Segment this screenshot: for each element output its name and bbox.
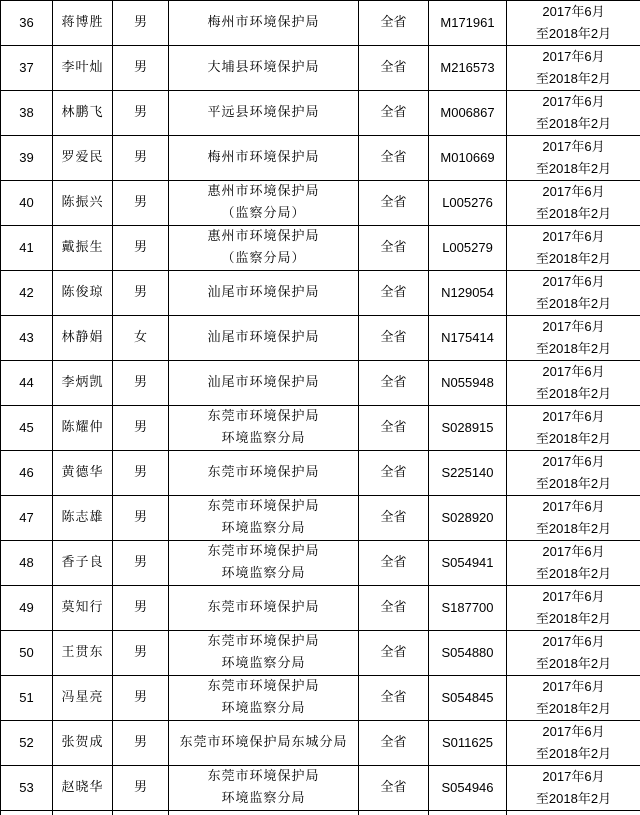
gender-cell: 男 [113,361,169,406]
table-row [1,181,640,226]
validity-period-line: 2017年6月 [509,766,638,788]
certificate-number-cell: S225140 [429,451,507,496]
validity-period-line: 至2018年2月 [509,203,638,225]
validity-period-line: 至2018年2月 [509,293,638,315]
validity-period-line: 2017年6月 [509,631,638,653]
organization-cell [169,406,359,451]
organization-cell [169,766,359,811]
certificate-number-cell: M010669 [429,136,507,181]
validity-period-cell [507,46,640,91]
row-number-cell: 52 [1,721,53,766]
validity-period-cell [507,181,640,226]
gender-cell: 男 [113,541,169,586]
organization-cell [169,181,359,226]
row-number-cell: 36 [1,1,53,46]
organization-cell [169,451,359,496]
organization-line: 梅州市环境保护局 [171,12,356,34]
scope-cell: 全省 [359,541,429,586]
scope-cell: 全省 [359,271,429,316]
row-number-cell: 42 [1,271,53,316]
validity-period-cell [507,316,640,361]
person-name-cell: 李叶灿 [53,46,113,91]
table-cell-partial [169,811,359,815]
validity-period-line: 至2018年2月 [509,248,638,270]
organization-cell [169,541,359,586]
gender-cell: 男 [113,226,169,271]
gender-cell: 男 [113,271,169,316]
gender-cell: 男 [113,1,169,46]
validity-period-line: 至2018年2月 [509,428,638,450]
certificate-number-cell: N055948 [429,361,507,406]
organization-line: 东莞市环境保护局 [171,462,356,484]
certificate-number-cell: S054845 [429,676,507,721]
validity-period-line: 2017年6月 [509,136,638,158]
organization-line: 东莞市环境保护局 [171,631,356,653]
scope-cell: 全省 [359,226,429,271]
table-row [1,766,640,811]
validity-period-line: 2017年6月 [509,271,638,293]
validity-period-cell [507,136,640,181]
validity-period-line: 2017年6月 [509,406,638,428]
scope-cell: 全省 [359,766,429,811]
validity-period-line: 至2018年2月 [509,563,638,585]
validity-period-line: 2017年6月 [509,541,638,563]
validity-period-line: 2017年6月 [509,586,638,608]
certificate-number-cell: M006867 [429,91,507,136]
table-cell-partial [429,811,507,815]
validity-period-line: 至2018年2月 [509,473,638,495]
certificate-number-cell: S054941 [429,541,507,586]
organization-line: 东莞市环境保护局 [171,541,356,563]
organization-line: 环境监察分局 [171,788,356,810]
row-number-cell: 53 [1,766,53,811]
validity-period-line: 至2018年2月 [509,788,638,810]
scope-cell: 全省 [359,586,429,631]
validity-period-line: 至2018年2月 [509,113,638,135]
certificate-number-cell: S054946 [429,766,507,811]
table-row [1,316,640,361]
organization-line: 平远县环境保护局 [171,102,356,124]
organization-cell [169,721,359,766]
table-row [1,46,640,91]
row-number-cell: 46 [1,451,53,496]
organization-cell [169,46,359,91]
table-row-partial [1,811,640,815]
validity-period-line: 至2018年2月 [509,68,638,90]
organization-line: 大埔县环境保护局 [171,57,356,79]
organization-line: 东莞市环境保护局 [171,766,356,788]
gender-cell: 男 [113,46,169,91]
organization-line: 惠州市环境保护局 [171,226,356,248]
table-body [1,1,640,815]
validity-period-line: 至2018年2月 [509,653,638,675]
organization-cell [169,136,359,181]
table-cell-partial [1,811,53,815]
validity-period-cell [507,271,640,316]
scope-cell: 全省 [359,406,429,451]
organization-line: 环境监察分局 [171,563,356,585]
scope-cell: 全省 [359,451,429,496]
validity-period-line: 2017年6月 [509,361,638,383]
scope-cell: 全省 [359,496,429,541]
certificate-number-cell: N129054 [429,271,507,316]
row-number-cell: 39 [1,136,53,181]
row-number-cell: 48 [1,541,53,586]
person-name-cell: 罗爱民 [53,136,113,181]
table-row [1,721,640,766]
validity-period-line: 至2018年2月 [509,338,638,360]
validity-period-cell [507,586,640,631]
organization-cell [169,316,359,361]
certificate-number-cell: N175414 [429,316,507,361]
scope-cell: 全省 [359,631,429,676]
validity-period-cell [507,406,640,451]
table-row [1,1,640,46]
person-name-cell: 冯星亮 [53,676,113,721]
scope-cell: 全省 [359,676,429,721]
person-name-cell: 戴振生 [53,226,113,271]
organization-cell [169,676,359,721]
organization-line: 东莞市环境保护局 [171,496,356,518]
organization-cell [169,1,359,46]
person-name-cell: 黄德华 [53,451,113,496]
table-cell-partial [113,811,169,815]
table-row [1,136,640,181]
validity-period-cell [507,631,640,676]
person-name-cell: 林鹏飞 [53,91,113,136]
validity-period-line: 2017年6月 [509,451,638,473]
organization-cell [169,631,359,676]
table-row [1,496,640,541]
gender-cell: 男 [113,631,169,676]
scope-cell: 全省 [359,1,429,46]
gender-cell: 男 [113,406,169,451]
row-number-cell: 45 [1,406,53,451]
person-name-cell: 赵晓华 [53,766,113,811]
person-name-cell: 香子良 [53,541,113,586]
row-number-cell: 51 [1,676,53,721]
person-name-cell: 林静娟 [53,316,113,361]
row-number-cell: 37 [1,46,53,91]
row-number-cell: 47 [1,496,53,541]
certificate-number-cell: M216573 [429,46,507,91]
row-number-cell: 43 [1,316,53,361]
validity-period-line: 2017年6月 [509,226,638,248]
gender-cell: 男 [113,496,169,541]
organization-cell [169,271,359,316]
table-cell-partial [53,811,113,815]
organization-line: 东莞市环境保护局 [171,406,356,428]
row-number-cell: 40 [1,181,53,226]
table-row [1,361,640,406]
table-row [1,91,640,136]
certificate-number-cell: S028915 [429,406,507,451]
organization-line: 东莞市环境保护局东城分局 [171,732,356,754]
validity-period-cell [507,541,640,586]
gender-cell: 女 [113,316,169,361]
table-cell-partial [507,811,640,815]
row-number-cell: 38 [1,91,53,136]
validity-period-cell [507,721,640,766]
validity-period-line: 2017年6月 [509,676,638,698]
gender-cell: 男 [113,676,169,721]
organization-cell [169,91,359,136]
scope-cell: 全省 [359,91,429,136]
organization-line: 汕尾市环境保护局 [171,327,356,349]
organization-line: 汕尾市环境保护局 [171,282,356,304]
organization-cell [169,226,359,271]
person-name-cell: 王贯东 [53,631,113,676]
validity-period-line: 2017年6月 [509,181,638,203]
organization-line: 梅州市环境保护局 [171,147,356,169]
validity-period-line: 至2018年2月 [509,23,638,45]
validity-period-cell [507,496,640,541]
table-row [1,631,640,676]
organization-line: 东莞市环境保护局 [171,597,356,619]
certificate-number-cell: M171961 [429,1,507,46]
validity-period-line: 至2018年2月 [509,608,638,630]
organization-line: 惠州市环境保护局 [171,181,356,203]
scope-cell: 全省 [359,361,429,406]
table-cell-partial [359,811,429,815]
table-row [1,226,640,271]
certificate-number-cell: S054880 [429,631,507,676]
person-name-cell: 莫知行 [53,586,113,631]
table-row [1,451,640,496]
organization-line: 环境监察分局 [171,428,356,450]
row-number-cell: 44 [1,361,53,406]
person-name-cell: 陈振兴 [53,181,113,226]
person-name-cell: 蒋博胜 [53,1,113,46]
person-name-cell: 陈俊琼 [53,271,113,316]
validity-period-line: 至2018年2月 [509,743,638,765]
scope-cell: 全省 [359,46,429,91]
validity-period-cell [507,1,640,46]
validity-period-cell [507,226,640,271]
certificate-number-cell: L005279 [429,226,507,271]
organization-cell [169,361,359,406]
validity-period-line: 至2018年2月 [509,698,638,720]
row-number-cell: 50 [1,631,53,676]
gender-cell: 男 [113,586,169,631]
person-name-cell: 张贺成 [53,721,113,766]
validity-period-line: 2017年6月 [509,91,638,113]
organization-line: （监察分局） [171,248,356,270]
gender-cell: 男 [113,181,169,226]
validity-period-line: 至2018年2月 [509,158,638,180]
scope-cell: 全省 [359,136,429,181]
certificate-number-cell: L005276 [429,181,507,226]
scope-cell: 全省 [359,316,429,361]
organization-line: 汕尾市环境保护局 [171,372,356,394]
gender-cell: 男 [113,766,169,811]
validity-period-line: 至2018年2月 [509,518,638,540]
gender-cell: 男 [113,451,169,496]
validity-period-cell [507,451,640,496]
table-row [1,271,640,316]
certificate-number-cell: S028920 [429,496,507,541]
certificate-number-cell: S187700 [429,586,507,631]
organization-line: 东莞市环境保护局 [171,676,356,698]
gender-cell: 男 [113,721,169,766]
validity-period-line: 2017年6月 [509,316,638,338]
validity-period-line: 2017年6月 [509,496,638,518]
certificate-number-cell: S011625 [429,721,507,766]
validity-period-cell [507,361,640,406]
organization-line: 环境监察分局 [171,653,356,675]
organization-line: 环境监察分局 [171,698,356,720]
validity-period-line: 2017年6月 [509,721,638,743]
validity-period-line: 2017年6月 [509,1,638,23]
gender-cell: 男 [113,136,169,181]
person-name-cell: 陈耀仲 [53,406,113,451]
organization-cell [169,586,359,631]
gender-cell: 男 [113,91,169,136]
organization-line: （监察分局） [171,203,356,225]
table-row [1,676,640,721]
validity-period-cell [507,676,640,721]
validity-period-cell [507,766,640,811]
row-number-cell: 49 [1,586,53,631]
person-name-cell: 陈志雄 [53,496,113,541]
organization-line: 环境监察分局 [171,518,356,540]
table-row [1,541,640,586]
row-number-cell: 41 [1,226,53,271]
scope-cell: 全省 [359,721,429,766]
organization-cell [169,496,359,541]
table-row [1,406,640,451]
validity-period-line: 至2018年2月 [509,383,638,405]
person-name-cell: 李炳凯 [53,361,113,406]
table-row [1,586,640,631]
validity-period-line: 2017年6月 [509,46,638,68]
scope-cell: 全省 [359,181,429,226]
validity-period-cell [507,91,640,136]
